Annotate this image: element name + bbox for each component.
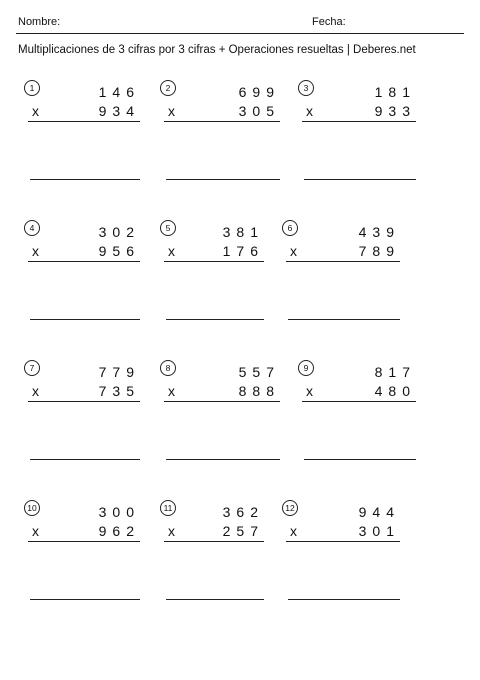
operation-line — [164, 261, 264, 262]
answer-line[interactable] — [166, 599, 264, 600]
nombre-label: Nombre: — [18, 16, 61, 28]
answer-line[interactable] — [30, 319, 140, 320]
problem-number: 1 — [24, 80, 40, 96]
multiplicand: 146 — [98, 84, 140, 100]
problem-number: 3 — [298, 80, 314, 96]
multiplicand: 300 — [98, 504, 140, 520]
problem-number: 8 — [160, 360, 176, 376]
operation-line — [28, 401, 140, 402]
worksheet-title: Multiplicaciones de 3 cifras por 3 cifras + Operaciones resueltas | Deberes.net — [18, 44, 416, 56]
problem-number: 10 — [24, 500, 40, 516]
operation-line — [302, 401, 416, 402]
problem-number: 4 — [24, 220, 40, 236]
problem-number: 2 — [160, 80, 176, 96]
answer-line[interactable] — [166, 319, 264, 320]
multiply-sign: x — [306, 383, 313, 399]
multiplier: 301 — [358, 523, 400, 539]
problem-number: 11 — [160, 500, 176, 516]
multiplier: 962 — [98, 523, 140, 539]
multiplication-problem — [160, 360, 280, 480]
multiplicand: 817 — [374, 364, 416, 380]
problem-number: 12 — [282, 500, 298, 516]
multiplier: 934 — [98, 103, 140, 119]
multiply-sign: x — [32, 103, 39, 119]
multiplicand: 944 — [358, 504, 400, 520]
multiplier: 305 — [238, 103, 280, 119]
multiplicand: 779 — [98, 364, 140, 380]
multiply-sign: x — [306, 103, 313, 119]
operation-line — [28, 541, 140, 542]
multiply-sign: x — [32, 383, 39, 399]
multiplication-problem — [298, 360, 416, 480]
multiply-sign: x — [32, 243, 39, 259]
multiply-sign: x — [290, 523, 297, 539]
operation-line — [164, 121, 280, 122]
answer-line[interactable] — [304, 459, 416, 460]
multiplicand: 362 — [222, 504, 264, 520]
operation-line — [286, 261, 400, 262]
multiplier: 933 — [374, 103, 416, 119]
multiplicand: 181 — [374, 84, 416, 100]
multiply-sign: x — [290, 243, 297, 259]
operation-line — [164, 401, 280, 402]
problem-number: 5 — [160, 220, 176, 236]
multiplication-problem — [24, 220, 140, 340]
problem-number: 9 — [298, 360, 314, 376]
multiply-sign: x — [168, 523, 175, 539]
multiply-sign: x — [168, 243, 175, 259]
multiplication-problem — [160, 220, 264, 340]
operation-line — [28, 261, 140, 262]
multiplication-problem — [24, 500, 140, 620]
multiplier: 789 — [358, 243, 400, 259]
answer-line[interactable] — [288, 319, 400, 320]
answer-line[interactable] — [304, 179, 416, 180]
multiplication-problem — [282, 220, 400, 340]
multiply-sign: x — [168, 383, 175, 399]
operation-line — [302, 121, 416, 122]
multiplicand: 381 — [222, 224, 264, 240]
problem-number: 7 — [24, 360, 40, 376]
multiplication-problem — [298, 80, 416, 200]
multiply-sign: x — [32, 523, 39, 539]
problem-number: 6 — [282, 220, 298, 236]
multiplier: 480 — [374, 383, 416, 399]
multiplier: 735 — [98, 383, 140, 399]
multiplicand: 699 — [238, 84, 280, 100]
multiplier: 956 — [98, 243, 140, 259]
multiplicand: 302 — [98, 224, 140, 240]
multiplication-problem — [160, 80, 280, 200]
multiplier: 257 — [222, 523, 264, 539]
multiplier: 888 — [238, 383, 280, 399]
answer-line[interactable] — [166, 459, 280, 460]
operation-line — [164, 541, 264, 542]
operation-line — [28, 121, 140, 122]
multiplication-problem — [282, 500, 400, 620]
multiply-sign: x — [168, 103, 175, 119]
multiplicand: 557 — [238, 364, 280, 380]
answer-line[interactable] — [166, 179, 280, 180]
answer-line[interactable] — [30, 459, 140, 460]
multiplication-problem — [160, 500, 264, 620]
multiplication-problem — [24, 80, 140, 200]
fecha-label: Fecha: — [312, 16, 346, 28]
operation-line — [286, 541, 400, 542]
multiplicand: 439 — [358, 224, 400, 240]
answer-line[interactable] — [30, 599, 140, 600]
header-divider — [16, 33, 464, 34]
multiplication-problem — [24, 360, 140, 480]
answer-line[interactable] — [30, 179, 140, 180]
multiplier: 176 — [222, 243, 264, 259]
answer-line[interactable] — [288, 599, 400, 600]
